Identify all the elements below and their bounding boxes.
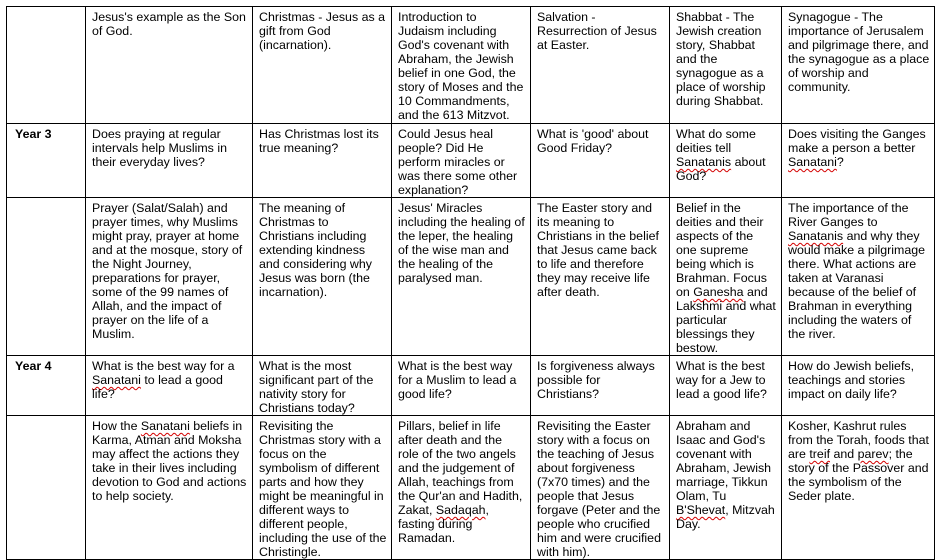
table-cell: What is the best way for a Jew to lead a good life?	[670, 356, 782, 416]
spellcheck-flag: Sadaqah	[435, 503, 486, 517]
spellcheck-flag: Sanatanis	[676, 155, 732, 169]
table-cell: What do some deities tell Sanatanis about God?	[670, 124, 782, 198]
table-cell: Revisiting the Christmas story with a focus on the symbolism of different parts and how they might be meaningful in different ways to different people, including the use of the Christingle.	[253, 416, 392, 560]
spellcheck-flag: treif	[809, 447, 831, 461]
table-cell: Synagogue - The importance of Jerusalem and pilgrimage there, and the synagogue as a place of worship and community.	[782, 7, 935, 124]
year-label: Year 3	[7, 124, 86, 198]
year-label	[7, 416, 86, 560]
table-cell: The importance of the River Ganges to Sanatanis and why they would make a pilgrimage there. What actions are taken at Varanasi because of the belief of Brahman in everything including the waters of the river.	[782, 198, 935, 356]
table-cell: What is the best way for a Muslim to lead a good life?	[392, 356, 531, 416]
curriculum-table	[6, 6, 935, 560]
table-cell: The Easter story and its meaning to Christians in the belief that Jesus came back to life and therefore they may receive life after death.	[531, 198, 670, 356]
table-row	[7, 416, 935, 560]
table-row	[7, 7, 935, 124]
table-cell: Does visiting the Ganges make a person a better Sanatani?	[782, 124, 935, 198]
table-cell: What is the most significant part of the nativity story for Christians today?	[253, 356, 392, 416]
spellcheck-flag: Ganesha	[693, 285, 744, 299]
table-cell: Christmas - Jesus as a gift from God (incarnation).	[253, 7, 392, 124]
spellcheck-flag: Sanatani	[92, 373, 141, 387]
table-cell: Introduction to Judaism including God's covenant with Abraham, the Jewish belief in one God, the story of Moses and the 10 Commandments, and the 613 Mitzvot.	[392, 7, 531, 124]
table-cell: Jesus's example as the Son of God.	[86, 7, 253, 124]
table-cell: What is 'good' about Good Friday?	[531, 124, 670, 198]
table-row	[7, 124, 935, 198]
table-cell: How the Sanatani beliefs in Karma, Atman and Moksha may affect the actions they take in their lives including devotion to God and actions to help society.	[86, 416, 253, 560]
table-cell: Salvation - Resurrection of Jesus at Easter.	[531, 7, 670, 124]
spellcheck-flag: Sanatani	[140, 419, 190, 433]
table-cell: How do Jewish beliefs, teachings and stories impact on daily life?	[782, 356, 935, 416]
table-cell: Kosher, Kashrut rules from the Torah, foods that are treif and parev; the story of the Passover and the symbolism of the Seder plate.	[782, 416, 935, 560]
table-cell: Could Jesus heal people? Did He perform miracles or was there some other explanation?	[392, 124, 531, 198]
table-cell: Shabbat - The Jewish creation story, Shabbat and the synagogue as a place of worship during Shabbat.	[670, 7, 782, 124]
table-cell: The meaning of Christmas to Christians including extending kindness and considering why Jesus was born (the incarnation).	[253, 198, 392, 356]
table-cell: What is the best way for a Sanatani to lead a good life?	[86, 356, 253, 416]
spellcheck-flag: Sanatani	[788, 155, 837, 169]
table-cell: Pillars, belief in life after death and the role of the two angels and the judgement of Allah, teachings from the Qur'an and Hadith, Zakat, Sadaqah, fasting during Ramadan.	[392, 416, 531, 560]
table-row	[7, 356, 935, 416]
table-cell: Abraham and Isaac and God's covenant with Abraham, Jewish marriage, Tikkun Olam, Tu B'Shevat, Mitzvah Day.	[670, 416, 782, 560]
table-row	[7, 198, 935, 356]
year-label	[7, 7, 86, 124]
year-label: Year 4	[7, 356, 86, 416]
table-cell: Revisiting the Easter story with a focus on the teaching of Jesus about forgiveness (7x70 times) and the people that Jesus forgave (Peter and the people who crucified him and were crucified with him).	[531, 416, 670, 560]
table-cell: Does praying at regular intervals help Muslims in their everyday lives?	[86, 124, 253, 198]
year-label	[7, 198, 86, 356]
table-cell: Belief in the deities and their aspects of the one supreme being which is Brahman. Focus on Ganesha and Lakshmi and what particular blessings they bestow.	[670, 198, 782, 356]
spellcheck-flag: parev	[857, 447, 889, 461]
table-cell: Is forgiveness always possible for Christians?	[531, 356, 670, 416]
spellcheck-flag: Sanatanis	[788, 229, 844, 243]
table-cell: Has Christmas lost its true meaning?	[253, 124, 392, 198]
table-cell: Jesus' Miracles including the healing of the leper, the healing of the wise man and the healing of the paralysed man.	[392, 198, 531, 356]
table-cell: Prayer (Salat/Salah) and prayer times, why Muslims might pray, prayer at home and at the mosque, story of the Night Journey, preparations for prayer, some of the 99 names of Allah, and the impact of prayer on the life of a Muslim.	[86, 198, 253, 356]
spellcheck-flag: B'Shevat	[676, 503, 726, 517]
